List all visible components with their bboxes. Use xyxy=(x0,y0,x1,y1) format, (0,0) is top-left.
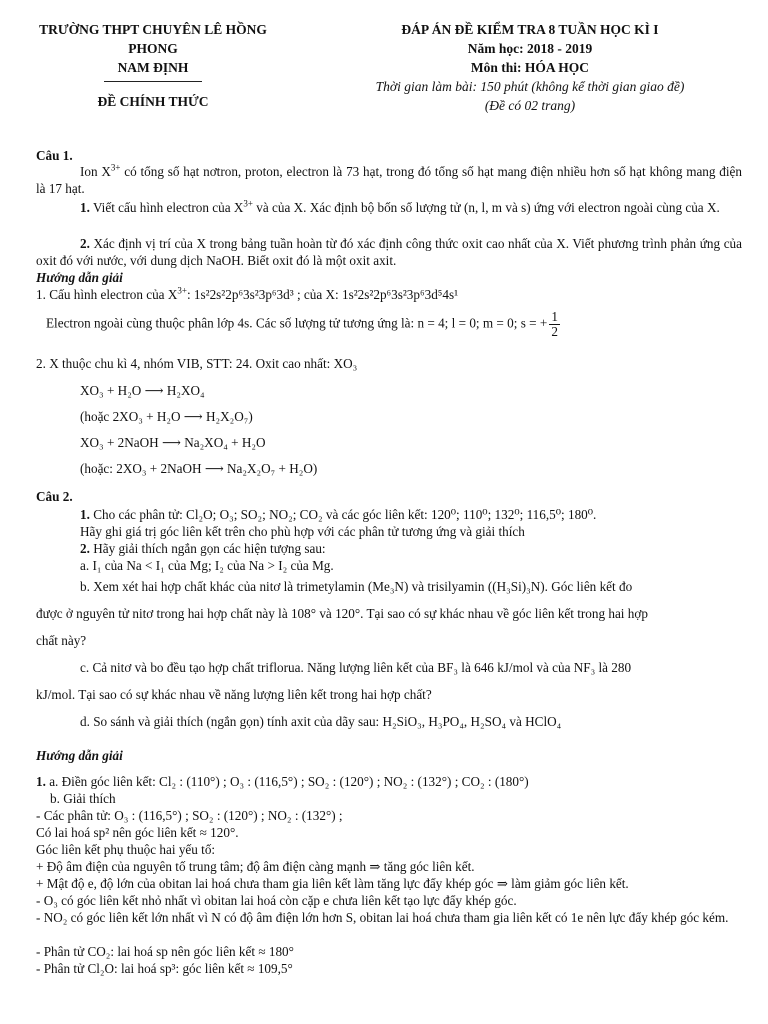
guide-line-10: - Phân tử CO₂: lai hoá sp nên góc liên kết ≈ 180° xyxy=(36,944,294,959)
guide-line-9: - NO₂ có góc liên kết lớn nhất vì N có độ âm điện lớn hơn S, obitan lai hoá chưa tham gia liên kết có 1e nên lực đẩy khép góc kém. xyxy=(36,910,729,925)
guide-bond-angles: 1. a. Điền góc liên kết: Cl₂ : (110°) ; O₃ : (116,5°) ; SO₂ : (120°) ; NO₂ : (132°) ; CO₂ : (180°) xyxy=(36,774,529,789)
equation-1: XO₃ + H₂O ⟶ H₂XO₄ xyxy=(80,383,205,398)
answer-1-quantum-numbers: Electron ngoài cùng thuộc phân lớp 4s. Các số lượng tử tương ứng là: n = 4; l = 0; m = 0; s = + $\frac{1}{2}$ xyxy=(46,309,558,339)
question-2-part-1: 1. Cho các phân tử: Cl₂O; O₃; SO₂; NO₂; CO₂ và các góc liên kết: 120⁰; 110⁰; 132⁰; 116,5⁰; 180⁰. xyxy=(80,507,597,522)
guide-line-11: - Phân tử Cl₂O: lai hoá sp³: góc liên kết ≈ 109,5° xyxy=(36,961,293,976)
header-divider xyxy=(104,81,202,82)
equation-2: (hoặc 2XO₃ + H₂O ⟶ H₂X₂O₇) xyxy=(80,409,253,424)
question-2-item-b-line2: được ở nguyên tử nitơ trong hai hợp chất này là 108° và 120°. Tại sao có sự khác nhau về góc liên kết trong hai hợp xyxy=(36,606,648,621)
guide-line-4: Có lai hoá sp² nên góc liên kết ≈ 120°. xyxy=(36,825,239,840)
question-1-intro: Ion $X^{3+}$ có tổng số hạt nơtron, proton, electron là 73 hạt, trong đó tổng số hạt mang điện nhiều hơn số hạt không mang điện là 17 hạt. xyxy=(36,162,742,196)
question-1-label: Câu 1. xyxy=(36,148,73,163)
question-2-part-2: 2. Hãy giải thích ngắn gọn các hiện tượng sau: xyxy=(80,541,326,556)
guide-line-6: + Độ âm điện của nguyên tố trung tâm; độ âm điện càng mạnh ⇒ tăng góc liên kết. xyxy=(36,859,475,874)
guide-line-3: - Các phân tử: O₃ : (116,5°) ; SO₂ : (120°) ; NO₂ : (132°) ; xyxy=(36,808,343,823)
equation-4: (hoặc: 2XO₃ + 2NaOH ⟶ Na₂X₂O₇ + H₂O) xyxy=(80,461,318,476)
question-1-part-1: 1. Viết cấu hình electron của $X^{3+}$ và của X. Xác định bộ bốn số lượng tử (n, l, m và s) ứng với electron ngoài cùng của X. xyxy=(80,198,720,215)
question-1-guide-heading: Hướng dẫn giải xyxy=(36,270,123,285)
question-2-item-c-line2: kJ/mol. Tại sao có sự khác nhau về năng lượng liên kết trong hai hợp chất? xyxy=(36,687,432,702)
exam-title: ĐÁP ÁN ĐỀ KIỂM TRA 8 TUẦN HỌC KÌ I xyxy=(401,22,659,37)
answer-2-position: 2. X thuộc chu kì 4, nhóm VIB, STT: 24. Oxit cao nhất: XO₃ xyxy=(36,356,358,371)
question-2-item-b-line3: chất này? xyxy=(36,633,87,648)
answer-1-electron-config: 1. Cấu hình electron của $X^{3+}$: 1s²2s²2p⁶3s²3p⁶3d³ ; của X: 1s²2s²2p⁶3s²3p⁶3d⁵4s¹ xyxy=(36,285,459,302)
question-2-part-1-task: Hãy ghi giá trị góc liên kết trên cho phù hợp với các phân tử tương ứng và giải thích xyxy=(80,524,525,539)
exam-duration: Thời gian làm bài: 150 phút (không kể thời gian giao đề) xyxy=(375,79,685,94)
question-2-item-c-line1: c. Cả nitơ và bo đều tạo hợp chất triflorua. Năng lượng liên kết của BF₃ là 646 kJ/mol và của NF₃ là 280 xyxy=(80,660,632,675)
fraction-one-half: $\frac{1}{2}$ xyxy=(551,309,558,339)
guide-line-5: Góc liên kết phụ thuộc hai yếu tố: xyxy=(36,842,216,857)
official-label: ĐỀ CHÍNH THỨC xyxy=(97,94,209,109)
exam-header xyxy=(330,20,730,115)
school-year: Năm học: 2018 - 2019 xyxy=(467,41,593,56)
question-2-guide-heading: Hướng dẫn giải xyxy=(36,748,123,763)
school-name-line2: PHONG xyxy=(128,41,178,56)
guide-line-7: + Mật độ e, độ lớn của obitan lai hoá chưa tham gia liên kết làm tăng lực đẩy khép góc ⇒ làm giảm góc liên kết. xyxy=(36,876,629,891)
question-2-item-d: d. So sánh và giải thích (ngắn gọn) tính axit của dãy sau: H₂SiO₃, H₃PO₄, H₂SO₄ và HClO₄ xyxy=(80,714,562,729)
school-header xyxy=(38,20,268,111)
question-1-part-2: 2. Xác định vị trí của X trong bảng tuần hoàn từ đó xác định công thức oxit cao nhất của X. Viết phương trình phản ứng của oxit đó với nước, với dung dịch NaOH. Biết oxit đó là một oxit axit. xyxy=(36,236,742,268)
page-count: (Đề có 02 trang) xyxy=(484,98,576,113)
question-2-item-a: a. I₁ của Na < I₁ của Mg; I₂ của Na > I₂ của Mg. xyxy=(80,558,334,573)
question-2-item-b-line1: b. Xem xét hai hợp chất khác của nitơ là trimetylamin (Me₃N) và trisilyamin ((H₃Si)₃N). Góc liên kết đo xyxy=(80,579,633,594)
school-location: NAM ĐỊNH xyxy=(117,60,189,75)
guide-line-8: - O₃ có góc liên kết nhỏ nhất vì obitan lai hoá còn cặp e chưa liên kết tạo lực đẩy khép góc. xyxy=(36,893,517,908)
question-2-label: Câu 2. xyxy=(36,489,73,504)
exam-subject: Môn thi: HÓA HỌC xyxy=(470,60,590,75)
guide-explanation-heading: b. Giải thích xyxy=(50,791,116,806)
school-name-line1: TRƯỜNG THPT CHUYÊN LÊ HỒNG xyxy=(39,22,267,37)
equation-3: XO₃ + 2NaOH ⟶ Na₂XO₄ + H₂O xyxy=(80,435,266,450)
